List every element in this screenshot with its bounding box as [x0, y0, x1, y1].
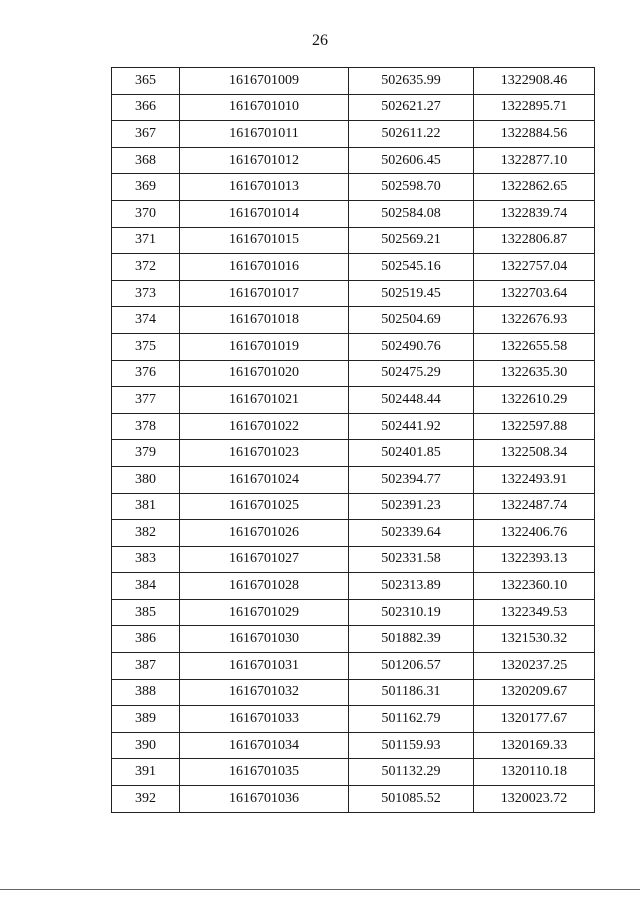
row-index-cell: 366 — [112, 94, 180, 121]
x-coordinate-cell: 502475.29 — [349, 360, 474, 387]
x-coordinate-cell: 502490.76 — [349, 333, 474, 360]
row-index-cell: 376 — [112, 360, 180, 387]
y-coordinate-cell: 1321530.32 — [474, 626, 595, 653]
y-coordinate-cell: 1320023.72 — [474, 786, 595, 813]
x-coordinate-cell: 502569.21 — [349, 227, 474, 254]
x-coordinate-cell: 502611.22 — [349, 121, 474, 148]
row-index-cell: 379 — [112, 440, 180, 467]
point-id-cell: 1616701031 — [180, 653, 349, 680]
table-row — [112, 599, 595, 626]
table-row — [112, 732, 595, 759]
y-coordinate-cell: 1322487.74 — [474, 493, 595, 520]
y-coordinate-cell: 1320209.67 — [474, 679, 595, 706]
table-row — [112, 520, 595, 547]
y-coordinate-cell: 1322839.74 — [474, 200, 595, 227]
row-index-cell: 377 — [112, 387, 180, 414]
table-row — [112, 653, 595, 680]
point-id-cell: 1616701028 — [180, 573, 349, 600]
table-row — [112, 493, 595, 520]
y-coordinate-cell: 1322635.30 — [474, 360, 595, 387]
x-coordinate-cell: 502331.58 — [349, 546, 474, 573]
row-index-cell: 372 — [112, 254, 180, 281]
x-coordinate-cell: 502606.45 — [349, 147, 474, 174]
point-id-cell: 1616701013 — [180, 174, 349, 201]
point-id-cell: 1616701023 — [180, 440, 349, 467]
x-coordinate-cell: 502448.44 — [349, 387, 474, 414]
y-coordinate-cell: 1320177.67 — [474, 706, 595, 733]
point-id-cell: 1616701015 — [180, 227, 349, 254]
x-coordinate-cell: 502313.89 — [349, 573, 474, 600]
x-coordinate-cell: 502621.27 — [349, 94, 474, 121]
point-id-cell: 1616701035 — [180, 759, 349, 786]
table-row — [112, 121, 595, 148]
point-id-cell: 1616701030 — [180, 626, 349, 653]
point-id-cell: 1616701011 — [180, 121, 349, 148]
row-index-cell: 389 — [112, 706, 180, 733]
point-id-cell: 1616701019 — [180, 333, 349, 360]
x-coordinate-cell: 502394.77 — [349, 466, 474, 493]
row-index-cell: 388 — [112, 679, 180, 706]
table-row — [112, 280, 595, 307]
row-index-cell: 381 — [112, 493, 180, 520]
point-id-cell: 1616701017 — [180, 280, 349, 307]
table-row — [112, 706, 595, 733]
table-row — [112, 759, 595, 786]
x-coordinate-cell: 502401.85 — [349, 440, 474, 467]
table-row — [112, 200, 595, 227]
table-row — [112, 679, 595, 706]
row-index-cell: 392 — [112, 786, 180, 813]
table-row — [112, 227, 595, 254]
y-coordinate-cell: 1320110.18 — [474, 759, 595, 786]
point-id-cell: 1616701034 — [180, 732, 349, 759]
point-id-cell: 1616701025 — [180, 493, 349, 520]
row-index-cell: 373 — [112, 280, 180, 307]
y-coordinate-cell: 1322597.88 — [474, 413, 595, 440]
row-index-cell: 385 — [112, 599, 180, 626]
page-bottom-rule — [0, 889, 640, 890]
x-coordinate-cell: 501132.29 — [349, 759, 474, 786]
table-row — [112, 68, 595, 95]
y-coordinate-cell: 1322360.10 — [474, 573, 595, 600]
point-id-cell: 1616701036 — [180, 786, 349, 813]
x-coordinate-cell: 502310.19 — [349, 599, 474, 626]
row-index-cell: 391 — [112, 759, 180, 786]
y-coordinate-cell: 1322703.64 — [474, 280, 595, 307]
page-number: 26 — [312, 32, 328, 49]
point-id-cell: 1616701022 — [180, 413, 349, 440]
x-coordinate-cell: 501162.79 — [349, 706, 474, 733]
y-coordinate-cell: 1322406.76 — [474, 520, 595, 547]
y-coordinate-cell: 1322806.87 — [474, 227, 595, 254]
row-index-cell: 384 — [112, 573, 180, 600]
row-index-cell: 367 — [112, 121, 180, 148]
point-id-cell: 1616701010 — [180, 94, 349, 121]
table-row — [112, 387, 595, 414]
point-id-cell: 1616701033 — [180, 706, 349, 733]
x-coordinate-cell: 502598.70 — [349, 174, 474, 201]
table-row — [112, 254, 595, 281]
x-coordinate-cell: 501882.39 — [349, 626, 474, 653]
coordinates-table — [111, 67, 595, 813]
x-coordinate-cell: 502584.08 — [349, 200, 474, 227]
x-coordinate-cell: 502504.69 — [349, 307, 474, 334]
y-coordinate-cell: 1320169.33 — [474, 732, 595, 759]
y-coordinate-cell: 1322676.93 — [474, 307, 595, 334]
row-index-cell: 365 — [112, 68, 180, 95]
table-row — [112, 333, 595, 360]
point-id-cell: 1616701012 — [180, 147, 349, 174]
y-coordinate-cell: 1322349.53 — [474, 599, 595, 626]
table-row — [112, 174, 595, 201]
y-coordinate-cell: 1322655.58 — [474, 333, 595, 360]
x-coordinate-cell: 501085.52 — [349, 786, 474, 813]
table-row — [112, 147, 595, 174]
row-index-cell: 374 — [112, 307, 180, 334]
y-coordinate-cell: 1322877.10 — [474, 147, 595, 174]
table-row — [112, 546, 595, 573]
y-coordinate-cell: 1322610.29 — [474, 387, 595, 414]
x-coordinate-cell: 502339.64 — [349, 520, 474, 547]
point-id-cell: 1616701018 — [180, 307, 349, 334]
point-id-cell: 1616701016 — [180, 254, 349, 281]
table-row — [112, 466, 595, 493]
row-index-cell: 371 — [112, 227, 180, 254]
row-index-cell: 387 — [112, 653, 180, 680]
row-index-cell: 369 — [112, 174, 180, 201]
row-index-cell: 382 — [112, 520, 180, 547]
table-row — [112, 307, 595, 334]
point-id-cell: 1616701021 — [180, 387, 349, 414]
point-id-cell: 1616701032 — [180, 679, 349, 706]
point-id-cell: 1616701009 — [180, 68, 349, 95]
table-row — [112, 573, 595, 600]
row-index-cell: 378 — [112, 413, 180, 440]
y-coordinate-cell: 1322757.04 — [474, 254, 595, 281]
table-row — [112, 440, 595, 467]
point-id-cell: 1616701014 — [180, 200, 349, 227]
x-coordinate-cell: 501186.31 — [349, 679, 474, 706]
y-coordinate-cell: 1320237.25 — [474, 653, 595, 680]
row-index-cell: 383 — [112, 546, 180, 573]
row-index-cell: 386 — [112, 626, 180, 653]
row-index-cell: 375 — [112, 333, 180, 360]
point-id-cell: 1616701026 — [180, 520, 349, 547]
x-coordinate-cell: 502635.99 — [349, 68, 474, 95]
table-row — [112, 413, 595, 440]
point-id-cell: 1616701024 — [180, 466, 349, 493]
row-index-cell: 380 — [112, 466, 180, 493]
x-coordinate-cell: 502391.23 — [349, 493, 474, 520]
table-row — [112, 626, 595, 653]
row-index-cell: 390 — [112, 732, 180, 759]
x-coordinate-cell: 502545.16 — [349, 254, 474, 281]
table-row — [112, 360, 595, 387]
point-id-cell: 1616701029 — [180, 599, 349, 626]
y-coordinate-cell: 1322908.46 — [474, 68, 595, 95]
x-coordinate-cell: 502519.45 — [349, 280, 474, 307]
y-coordinate-cell: 1322862.65 — [474, 174, 595, 201]
table-row — [112, 786, 595, 813]
row-index-cell: 368 — [112, 147, 180, 174]
y-coordinate-cell: 1322508.34 — [474, 440, 595, 467]
point-id-cell: 1616701020 — [180, 360, 349, 387]
table-row — [112, 94, 595, 121]
table-body — [112, 68, 595, 813]
y-coordinate-cell: 1322393.13 — [474, 546, 595, 573]
row-index-cell: 370 — [112, 200, 180, 227]
point-id-cell: 1616701027 — [180, 546, 349, 573]
x-coordinate-cell: 501159.93 — [349, 732, 474, 759]
y-coordinate-cell: 1322895.71 — [474, 94, 595, 121]
y-coordinate-cell: 1322884.56 — [474, 121, 595, 148]
x-coordinate-cell: 502441.92 — [349, 413, 474, 440]
x-coordinate-cell: 501206.57 — [349, 653, 474, 680]
y-coordinate-cell: 1322493.91 — [474, 466, 595, 493]
